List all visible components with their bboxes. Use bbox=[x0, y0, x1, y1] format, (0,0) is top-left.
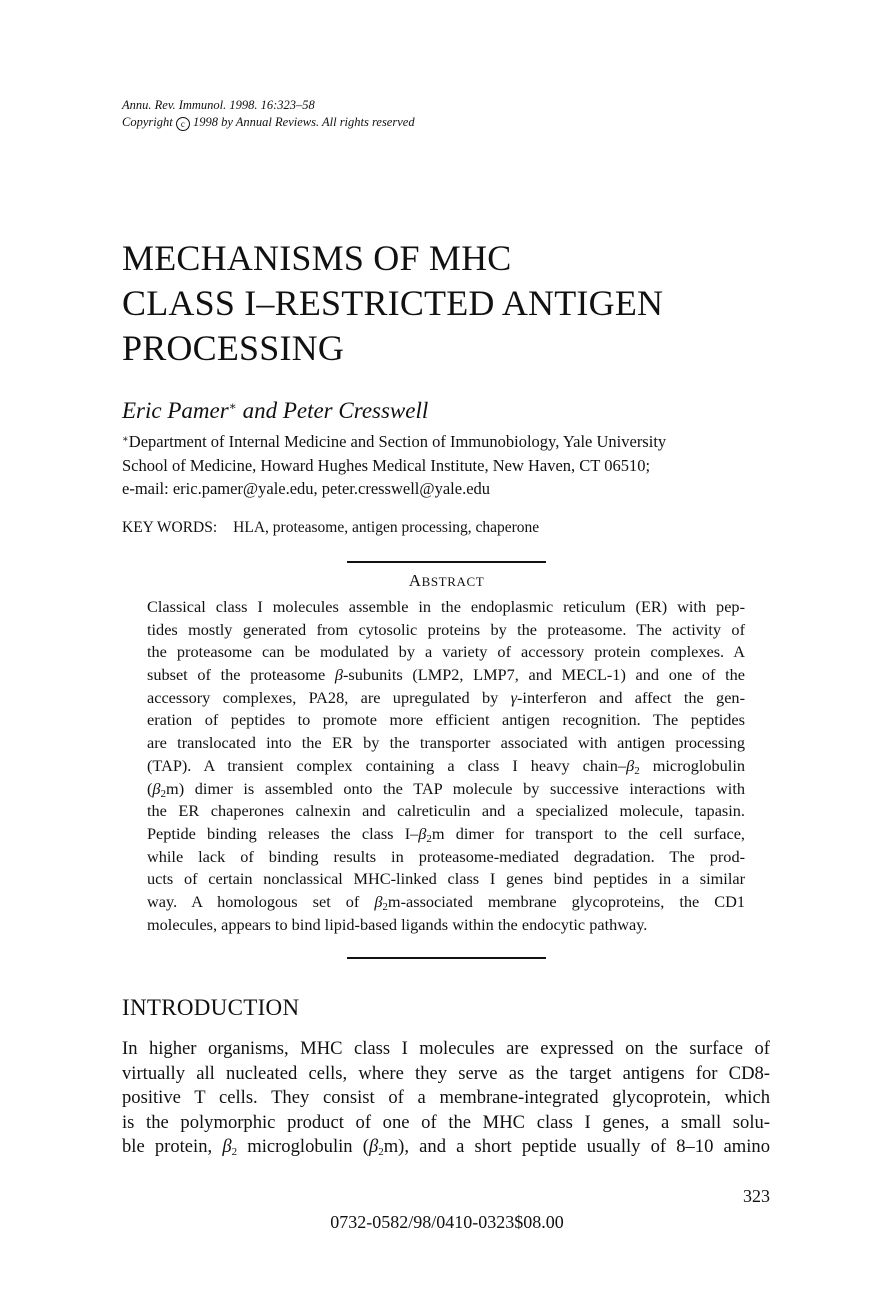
affiliation bbox=[122, 428, 666, 501]
text-run: m), and a short peptide usually of 8–10 amino bbox=[383, 1136, 771, 1158]
text-line bbox=[147, 732, 745, 755]
affiliation-text: Department of Internal Medicine and Section of Immunobiology, Yale University bbox=[128, 432, 667, 451]
abstract-bottom-rule bbox=[347, 957, 546, 959]
title-line: CLASS I–RESTRICTED ANTIGEN bbox=[122, 283, 664, 323]
text-run: (TAP). A transient complex containing a class I heavy chain– bbox=[147, 755, 627, 775]
subscript: 2 bbox=[382, 900, 388, 913]
text-run: ( bbox=[147, 778, 153, 798]
text-line bbox=[147, 709, 745, 732]
abstract-body bbox=[147, 596, 745, 936]
text-run: microglobulin bbox=[639, 755, 745, 775]
text-run: way. A homologous set of bbox=[147, 891, 375, 911]
text-run: are translocated into the ER by the transporter associated with antigen processing bbox=[147, 733, 745, 753]
text-line bbox=[147, 846, 745, 869]
copyright-text: 1998 by Annual Reviews. All rights reserved bbox=[192, 115, 415, 129]
text-run: Peptide binding releases the class I– bbox=[147, 823, 419, 843]
text-line bbox=[122, 1086, 770, 1111]
text-run: molecules, appears to bind lipid-based ligands within the endocytic pathway. bbox=[147, 914, 648, 934]
text-line bbox=[122, 1135, 770, 1160]
page-number: 323 bbox=[743, 1186, 770, 1206]
author-name: Eric Pamer bbox=[122, 398, 229, 423]
text-line bbox=[147, 687, 745, 710]
title-line: PROCESSING bbox=[122, 328, 345, 368]
subscript: 2 bbox=[231, 1146, 238, 1159]
abstract-top-rule bbox=[347, 561, 546, 563]
keywords-label: KEY WORDS: bbox=[122, 519, 218, 536]
text-run: m) dimer is assembled onto the TAP molecule by successive interactions with bbox=[166, 778, 745, 798]
text-run: positive T cells. They consist of a membrane-integrated glycoprotein, which bbox=[122, 1087, 770, 1109]
subscript: 2 bbox=[426, 832, 432, 845]
subscript: 2 bbox=[378, 1146, 384, 1159]
text-run: is the polymorphic product of one of the MHC class I genes, a small solu- bbox=[122, 1111, 770, 1133]
text-line bbox=[147, 823, 745, 846]
greek-symbol: β bbox=[418, 823, 427, 843]
journal-citation bbox=[122, 97, 415, 131]
text-run: ble protein, bbox=[122, 1136, 223, 1158]
greek-symbol: γ bbox=[510, 687, 518, 707]
copyright-symbol: c bbox=[176, 117, 190, 131]
affiliation-line bbox=[122, 428, 666, 454]
text-line bbox=[122, 1062, 770, 1087]
author-list bbox=[122, 398, 428, 424]
subscript: 2 bbox=[634, 764, 640, 777]
greek-symbol: β bbox=[222, 1136, 232, 1158]
citation-line: Annu. Rev. Immunol. 1998. 16:323–58 bbox=[122, 98, 315, 112]
introduction-body bbox=[122, 1037, 770, 1160]
text-run: accessory complexes, PA28, are upregulated by bbox=[147, 687, 511, 707]
greek-symbol: β bbox=[152, 778, 161, 798]
text-run: Classical class I molecules assemble in the endoplasmic reticulum (ER) with pep- bbox=[147, 597, 745, 616]
affiliation-line: School of Medicine, Howard Hughes Medical Institute, New Haven, CT 06510; bbox=[122, 455, 651, 475]
text-run: virtually all nucleated cells, where they serve as the target antigens for CD8- bbox=[122, 1062, 770, 1084]
text-line bbox=[147, 596, 745, 619]
text-run: m dimer for transport to the cell surface, bbox=[431, 823, 745, 843]
abstract-heading-initial: A bbox=[408, 571, 422, 590]
greek-symbol: β bbox=[334, 665, 343, 685]
text-line bbox=[147, 755, 745, 778]
keywords bbox=[122, 519, 539, 537]
affiliation-mark: ∗ bbox=[122, 434, 129, 445]
text-run: ucts of certain nonclassical MHC-linked class I genes bind peptides in a similar bbox=[147, 869, 745, 889]
text-run: subset of the proteasome bbox=[147, 665, 335, 685]
text-line bbox=[147, 868, 745, 891]
keywords-value: HLA, proteasome, antigen processing, chaperone bbox=[233, 519, 540, 536]
greek-symbol: β bbox=[626, 755, 635, 775]
subscript: 2 bbox=[160, 787, 167, 800]
text-run: while lack of binding results in proteasome-mediated degradation. The prod- bbox=[147, 846, 745, 866]
text-line bbox=[147, 664, 745, 687]
title-line: MECHANISMS OF MHC bbox=[122, 238, 512, 278]
text-run: -subunits (LMP2, LMP7, and MECL-1) and one of the bbox=[342, 665, 746, 685]
text-line bbox=[147, 914, 745, 937]
text-line bbox=[122, 1037, 770, 1062]
text-line bbox=[147, 891, 745, 914]
article-code: 0732-0582/98/0410-0323$08.00 bbox=[330, 1212, 564, 1232]
text-run: tides mostly generated from cytosolic proteins by the proteasome. The activity of bbox=[147, 619, 745, 639]
text-line bbox=[147, 800, 745, 823]
greek-symbol: β bbox=[368, 1136, 379, 1158]
text-run: microglobulin ( bbox=[237, 1136, 369, 1158]
text-line bbox=[147, 778, 745, 801]
greek-symbol: β bbox=[374, 891, 383, 911]
abstract-heading-rest: BSTRACT bbox=[421, 574, 485, 589]
abstract-heading bbox=[347, 571, 546, 591]
text-run: the proteasome can be modulated by a variety of accessory protein complexes. A bbox=[147, 642, 745, 662]
text-line bbox=[147, 641, 745, 664]
text-run: the ER chaperones calnexin and calreticulin and a specialized molecule, tapasin. bbox=[147, 801, 745, 821]
text-line bbox=[147, 619, 745, 642]
copyright-label: Copyright bbox=[122, 115, 173, 129]
copyright-line bbox=[122, 114, 415, 131]
text-run: In higher organisms, MHC class I molecules are expressed on the surface of bbox=[122, 1038, 770, 1059]
text-run: eration of peptides to promote more efficient antigen recognition. The peptides bbox=[147, 710, 745, 730]
article-title bbox=[122, 236, 822, 371]
email-line: e-mail: eric.pamer@yale.edu, peter.cresswell@yale.edu bbox=[122, 479, 491, 498]
author-name: and Peter Cresswell bbox=[236, 398, 429, 423]
affiliation-mark: ∗ bbox=[228, 399, 237, 413]
text-line bbox=[122, 1111, 770, 1136]
text-run: m-associated membrane glycoproteins, the CD1 bbox=[387, 891, 746, 911]
section-heading: INTRODUCTION bbox=[122, 995, 300, 1020]
text-run: -interferon and affect the gen- bbox=[517, 687, 745, 707]
